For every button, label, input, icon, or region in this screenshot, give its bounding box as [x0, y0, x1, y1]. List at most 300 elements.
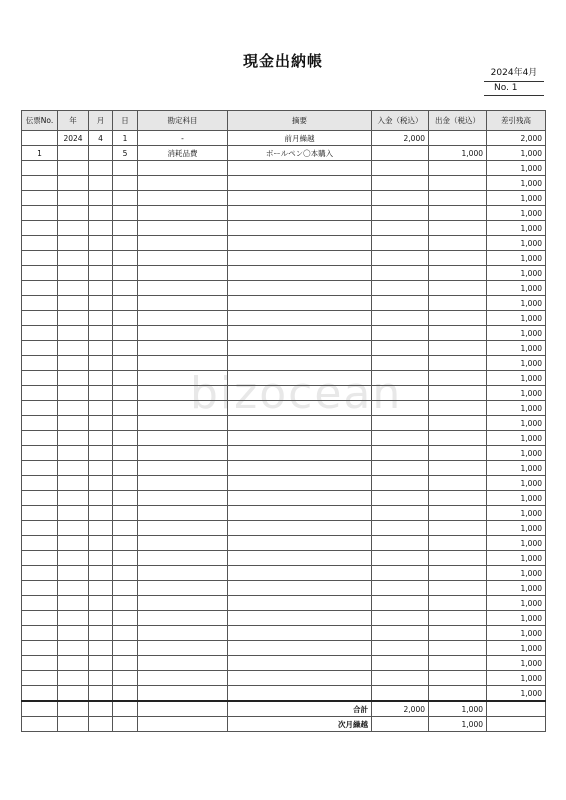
cell-slip-no [22, 161, 58, 176]
cell-expense [429, 671, 487, 686]
cell-month [89, 221, 113, 236]
cell-description [228, 356, 372, 371]
cell-slip-no [22, 251, 58, 266]
cell-year [58, 221, 89, 236]
cell-income [372, 401, 429, 416]
cell-account [138, 266, 228, 281]
cell-year [58, 386, 89, 401]
cell-description [228, 206, 372, 221]
cell-slip-no [22, 581, 58, 596]
cell-day [113, 446, 138, 461]
cell-month [89, 371, 113, 386]
header-row [22, 111, 546, 131]
col-header-description: 摘要 [228, 111, 372, 131]
cell-balance: 1,000 [487, 626, 546, 641]
cell-month [89, 476, 113, 491]
cell-balance: 1,000 [487, 401, 546, 416]
cell-income [372, 356, 429, 371]
cell-account [138, 161, 228, 176]
cell-day [113, 686, 138, 702]
cell-year [58, 236, 89, 251]
table-row [22, 161, 546, 176]
cell-expense [429, 341, 487, 356]
table-row [22, 536, 546, 551]
cell-expense [429, 386, 487, 401]
cell-account [138, 611, 228, 626]
cell-day [113, 416, 138, 431]
table-row [22, 461, 546, 476]
cell-day [113, 386, 138, 401]
col-header-day: 日 [113, 111, 138, 131]
cell-balance: 1,000 [487, 161, 546, 176]
cell-day: 5 [113, 146, 138, 161]
cell-slip-no [22, 416, 58, 431]
cell-month [89, 146, 113, 161]
cell-balance: 1,000 [487, 296, 546, 311]
cell-description [228, 161, 372, 176]
cell-day [113, 161, 138, 176]
cell-expense [429, 176, 487, 191]
cell-account [138, 176, 228, 191]
cell-month [89, 506, 113, 521]
table-row [22, 686, 546, 702]
cell-description [228, 536, 372, 551]
cell-description [228, 191, 372, 206]
cell-expense [429, 401, 487, 416]
cell-account [138, 641, 228, 656]
cell-day [113, 536, 138, 551]
cell-month [89, 401, 113, 416]
cell-day [113, 266, 138, 281]
cell-month [89, 491, 113, 506]
cell-slip-no [22, 386, 58, 401]
cell-income [372, 431, 429, 446]
cell-description [228, 476, 372, 491]
cell-income [372, 206, 429, 221]
cell-account [138, 191, 228, 206]
cell-month [89, 656, 113, 671]
cell-expense [429, 131, 487, 146]
cell-account [138, 356, 228, 371]
cell-slip-no [22, 626, 58, 641]
cell-expense [429, 446, 487, 461]
cell-balance: 1,000 [487, 656, 546, 671]
cell-expense [429, 491, 487, 506]
cell-description [228, 371, 372, 386]
cell-month [89, 671, 113, 686]
cell-year [58, 191, 89, 206]
cell-day [113, 206, 138, 221]
cell-income [372, 296, 429, 311]
cell-day [113, 461, 138, 476]
cell-description: ボールペン〇本購入 [228, 146, 372, 161]
cell-description [228, 506, 372, 521]
cell-day [113, 341, 138, 356]
cell-year [58, 416, 89, 431]
cell-income [372, 386, 429, 401]
cell-expense [429, 611, 487, 626]
cell-description [228, 641, 372, 656]
cell-day [113, 566, 138, 581]
cell-expense [429, 371, 487, 386]
cell-month [89, 251, 113, 266]
cell-balance: 1,000 [487, 266, 546, 281]
cell-balance: 1,000 [487, 491, 546, 506]
cell-year [58, 686, 89, 702]
cell-income [372, 281, 429, 296]
cell-description [228, 551, 372, 566]
cell-account [138, 431, 228, 446]
ledger-date: 2024年4月 [484, 66, 544, 82]
table-row [22, 401, 546, 416]
cell-expense: 1,000 [429, 146, 487, 161]
cell-year [58, 446, 89, 461]
cell-slip-no [22, 221, 58, 236]
cell-account [138, 281, 228, 296]
cell-income [372, 341, 429, 356]
cell-income [372, 506, 429, 521]
cell-month [89, 326, 113, 341]
cell-expense [429, 266, 487, 281]
table-row [22, 476, 546, 491]
cell-account: 消耗品費 [138, 146, 228, 161]
cell-balance: 1,000 [487, 581, 546, 596]
table-row [22, 491, 546, 506]
cell-income [372, 671, 429, 686]
cell-income [372, 326, 429, 341]
cell-income [372, 686, 429, 702]
cell-expense [429, 626, 487, 641]
cell-expense [429, 356, 487, 371]
cell-year [58, 401, 89, 416]
cell-month [89, 596, 113, 611]
cell-balance: 1,000 [487, 551, 546, 566]
cell-income [372, 191, 429, 206]
table-row [22, 371, 546, 386]
cell-year [58, 146, 89, 161]
cell-month [89, 641, 113, 656]
cell-slip-no: 1 [22, 146, 58, 161]
cell-expense [429, 506, 487, 521]
cell-month [89, 206, 113, 221]
cell-description [228, 401, 372, 416]
watermark-logo: bizocean [190, 368, 403, 419]
cell-expense [429, 476, 487, 491]
cell-account [138, 416, 228, 431]
cell-month [89, 431, 113, 446]
cell-balance: 1,000 [487, 686, 546, 702]
table-row [22, 191, 546, 206]
cell-slip-no [22, 281, 58, 296]
cell-income [372, 311, 429, 326]
cell-day [113, 506, 138, 521]
cell-day [113, 581, 138, 596]
col-header-slip-no: 伝票No. [22, 111, 58, 131]
cell-month [89, 281, 113, 296]
cell-balance: 1,000 [487, 236, 546, 251]
carryover-income [372, 717, 429, 732]
cell-year [58, 281, 89, 296]
cell-slip-no [22, 446, 58, 461]
cell-year [58, 506, 89, 521]
cell-slip-no [22, 206, 58, 221]
cell-expense [429, 656, 487, 671]
cell-description [228, 236, 372, 251]
cell-expense [429, 236, 487, 251]
cell-balance: 1,000 [487, 326, 546, 341]
cell-account [138, 341, 228, 356]
cell-day [113, 311, 138, 326]
cell-income [372, 446, 429, 461]
cell-month [89, 551, 113, 566]
cell-year [58, 551, 89, 566]
cell-year [58, 461, 89, 476]
col-header-income: 入金（税込） [372, 111, 429, 131]
cell-slip-no [22, 131, 58, 146]
cell-description [228, 341, 372, 356]
table-row [22, 311, 546, 326]
cell-income [372, 251, 429, 266]
cell-account [138, 566, 228, 581]
cell-day [113, 491, 138, 506]
cell-expense [429, 566, 487, 581]
cell-year [58, 521, 89, 536]
cell-account [138, 581, 228, 596]
cell-year [58, 656, 89, 671]
table-row [22, 446, 546, 461]
cell-month [89, 341, 113, 356]
cell-income [372, 536, 429, 551]
cell-day [113, 296, 138, 311]
table-row [22, 596, 546, 611]
cell-day [113, 326, 138, 341]
cell-balance: 1,000 [487, 671, 546, 686]
cell-month [89, 581, 113, 596]
cell-account [138, 401, 228, 416]
table-row [22, 266, 546, 281]
table-row [22, 581, 546, 596]
cell-year [58, 596, 89, 611]
cell-month [89, 191, 113, 206]
cell-balance: 1,000 [487, 521, 546, 536]
cell-description [228, 626, 372, 641]
cell-slip-no [22, 506, 58, 521]
cell-year [58, 641, 89, 656]
cell-description [228, 311, 372, 326]
cell-income [372, 221, 429, 236]
cell-account [138, 536, 228, 551]
cell-income [372, 266, 429, 281]
cell-balance: 1,000 [487, 506, 546, 521]
cell-month [89, 266, 113, 281]
cell-income [372, 611, 429, 626]
cell-expense [429, 536, 487, 551]
cell-slip-no [22, 341, 58, 356]
cell-income [372, 236, 429, 251]
cell-year [58, 161, 89, 176]
cell-slip-no [22, 521, 58, 536]
cell-month [89, 356, 113, 371]
cell-balance: 1,000 [487, 221, 546, 236]
cell-description [228, 611, 372, 626]
cell-account [138, 671, 228, 686]
cell-slip-no [22, 611, 58, 626]
cell-description [228, 566, 372, 581]
cell-day [113, 251, 138, 266]
cell-balance: 1,000 [487, 566, 546, 581]
table-row [22, 551, 546, 566]
cell-account [138, 461, 228, 476]
table-row [22, 281, 546, 296]
cell-account [138, 206, 228, 221]
cell-income [372, 491, 429, 506]
cell-slip-no [22, 671, 58, 686]
cell-slip-no [22, 356, 58, 371]
cell-account [138, 326, 228, 341]
cell-year: 2024 [58, 131, 89, 146]
cell-balance: 1,000 [487, 476, 546, 491]
table-row [22, 341, 546, 356]
cell-day [113, 281, 138, 296]
cell-year [58, 566, 89, 581]
cell-slip-no [22, 296, 58, 311]
cell-slip-no [22, 266, 58, 281]
cell-month [89, 416, 113, 431]
cell-day [113, 236, 138, 251]
cell-slip-no [22, 476, 58, 491]
table-row [22, 206, 546, 221]
table-row [22, 641, 546, 656]
cell-day [113, 401, 138, 416]
cell-slip-no [22, 566, 58, 581]
cell-balance: 1,000 [487, 146, 546, 161]
cell-description [228, 296, 372, 311]
table-row [22, 176, 546, 191]
cell-day [113, 671, 138, 686]
ledger-number: No. 1 [484, 81, 544, 96]
cell-description: 前月繰越 [228, 131, 372, 146]
cell-account [138, 446, 228, 461]
cell-description [228, 416, 372, 431]
cell-expense [429, 686, 487, 702]
carryover-label: 次月繰越 [228, 717, 372, 732]
cell-slip-no [22, 641, 58, 656]
total-row [22, 701, 546, 717]
cell-account [138, 311, 228, 326]
cell-description [228, 461, 372, 476]
cell-month [89, 311, 113, 326]
cell-income [372, 161, 429, 176]
cell-description [228, 176, 372, 191]
cell-day [113, 431, 138, 446]
cell-year [58, 671, 89, 686]
cell-description [228, 656, 372, 671]
cell-description [228, 386, 372, 401]
cell-day [113, 176, 138, 191]
cell-description [228, 251, 372, 266]
cell-account [138, 296, 228, 311]
cell-year [58, 431, 89, 446]
cell-slip-no [22, 536, 58, 551]
cell-day [113, 371, 138, 386]
cell-balance: 1,000 [487, 461, 546, 476]
cell-description [228, 596, 372, 611]
cell-description [228, 266, 372, 281]
cell-balance: 1,000 [487, 386, 546, 401]
total-expense: 1,000 [429, 701, 487, 717]
cell-expense [429, 416, 487, 431]
cell-balance: 1,000 [487, 341, 546, 356]
cell-slip-no [22, 461, 58, 476]
cell-income [372, 581, 429, 596]
page-title: 現金出納帳 [242, 52, 323, 70]
carryover-expense: 1,000 [429, 717, 487, 732]
cell-expense [429, 191, 487, 206]
cell-month [89, 446, 113, 461]
cell-account [138, 371, 228, 386]
cell-description [228, 491, 372, 506]
cell-year [58, 251, 89, 266]
cell-income [372, 521, 429, 536]
cell-account [138, 506, 228, 521]
cell-day [113, 221, 138, 236]
cell-description [228, 281, 372, 296]
cell-month [89, 236, 113, 251]
cell-year [58, 206, 89, 221]
cell-month: 4 [89, 131, 113, 146]
carryover-row [22, 717, 546, 732]
table-row [22, 236, 546, 251]
cell-account [138, 491, 228, 506]
cell-slip-no [22, 491, 58, 506]
cell-month [89, 536, 113, 551]
cell-day [113, 611, 138, 626]
cell-year [58, 536, 89, 551]
table-row [22, 626, 546, 641]
total-income: 2,000 [372, 701, 429, 717]
table-row [22, 146, 546, 161]
cell-expense [429, 551, 487, 566]
cell-account [138, 476, 228, 491]
cell-day [113, 596, 138, 611]
cell-day [113, 626, 138, 641]
cell-income [372, 176, 429, 191]
cell-description [228, 686, 372, 702]
table-row [22, 416, 546, 431]
cell-description [228, 671, 372, 686]
cell-slip-no [22, 236, 58, 251]
cell-income [372, 551, 429, 566]
cell-balance: 2,000 [487, 131, 546, 146]
cell-description [228, 326, 372, 341]
cell-balance: 1,000 [487, 611, 546, 626]
table-row [22, 671, 546, 686]
cell-day [113, 521, 138, 536]
cell-balance: 1,000 [487, 446, 546, 461]
cell-year [58, 491, 89, 506]
cell-month [89, 626, 113, 641]
cell-balance: 1,000 [487, 176, 546, 191]
cell-expense [429, 461, 487, 476]
cell-expense [429, 641, 487, 656]
table-row [22, 521, 546, 536]
col-header-balance: 差引残高 [487, 111, 546, 131]
table-row [22, 611, 546, 626]
cell-income: 2,000 [372, 131, 429, 146]
cell-income [372, 476, 429, 491]
cell-slip-no [22, 371, 58, 386]
cell-account [138, 626, 228, 641]
